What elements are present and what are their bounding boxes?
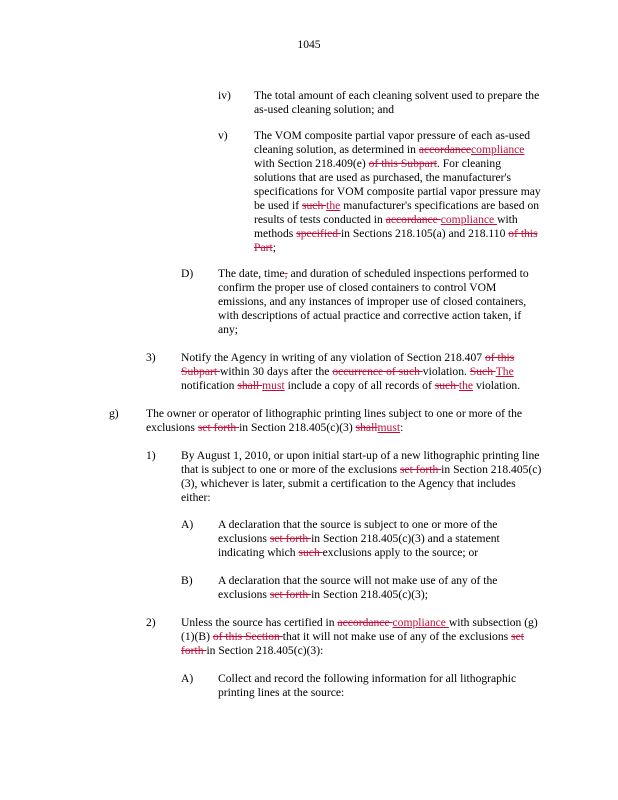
text-run: in Section 218.405(c)(3) and a statement indicating which [218,532,500,559]
deleted-text: of this Subpart [181,351,515,378]
item-label: 2) [146,616,156,629]
item-text [181,351,544,393]
deleted-text: shall [355,421,378,434]
deleted-text: shall [237,379,263,392]
deleted-text: such [298,546,323,559]
item-label: A) [181,518,194,531]
deleted-text: set forth [399,463,442,476]
item-text [146,407,544,435]
deleted-text: such [301,199,327,212]
text-run: violation. [422,365,470,378]
item-label: 3) [146,351,156,364]
deleted-text: set forth [269,532,312,545]
text-run: with Section 218.409(e) [254,157,369,170]
inserted-text: compliance [471,143,525,156]
inserted-text: compliance [392,616,449,629]
inserted-text: must [262,379,285,392]
item-label: v) [218,129,228,142]
deleted-text: set forth [269,588,312,601]
text-run: . For cleaning solutions that are used as purchased, the manufacturer's specifications for VOM composite partial vapor pressure may be used if [254,157,541,212]
text-run: in Section 218.405(c)(3): [206,644,324,657]
item-label: iv) [218,89,231,102]
text-run: with methods [254,213,518,240]
item-text [254,129,544,255]
inserted-text: must [377,421,401,434]
inserted-text: the [458,379,474,392]
text-run: and duration of scheduled inspections performed to confirm the proper use of closed containers to control VOM emissions, and any instances of improper use of closed containers, with descriptions of actual practice and corrective action taken, if any; [218,267,529,336]
item-label: D) [181,267,194,280]
text-run: in Sections 218.105(a) and 218.110 [340,227,509,240]
inserted-text: The [495,365,514,378]
text-run: within 30 days after the [219,365,333,378]
inserted-text: compliance [440,213,498,226]
item-text [218,574,518,602]
text-run: The VOM composite partial vapor pressure of each as-used cleaning solution, as determined in [254,129,531,156]
item-text [218,267,544,337]
text-run: Unless the source has certified in [181,616,338,629]
text-run: The date, time [218,267,285,280]
text-run: in Section 218.405(c)(3); [311,588,428,601]
deleted-text: of this Part [254,227,538,254]
text-run: A declaration that the source is subject to one or more of the exclusions [218,518,498,545]
item-text [181,449,544,505]
text-run: : [400,421,404,434]
text-run: in Section 218.405(c)(3), whichever is later, submit a certification to the Agency that includes either: [181,463,542,504]
text-run: in Section 218.405(c)(3) [239,421,356,434]
text-run: A declaration that the source will not make use of any of the exclusions [218,574,498,601]
item-label: g) [109,407,119,420]
deleted-text: accordance [385,213,441,226]
inserted-text: the [326,199,341,212]
text-run: ; [272,241,276,254]
deleted-text: , [284,267,288,280]
deleted-text: occurrence of such [332,365,423,378]
item-text [254,89,544,117]
text-run: By August 1, 2010, or upon initial start-up of a new lithographic printing line that is subject to one or more of the exclusions [181,449,540,476]
text-run: that it will not make use of any of the exclusions [282,630,512,643]
text-run: The owner or operator of lithographic printing lines subject to one or more of the exclusions [146,407,523,434]
deleted-text: of this Section [212,630,283,643]
text-run: Collect and record the following information for all lithographic printing lines at the source: [218,672,517,699]
text-run: exclusions apply to the source; or [322,546,479,559]
text-run: include a copy of all records of [284,379,435,392]
item-text [218,518,518,560]
deleted-text: accordance [337,616,393,629]
item-label: A) [181,672,194,685]
text-run: The total amount of each cleaning solvent used to prepare the as-used cleaning solution; and [254,89,540,116]
item-label: B) [181,574,193,587]
deleted-text: accordance [418,143,471,156]
item-text [181,616,544,658]
deleted-text: of this Subpart [368,157,437,170]
text-run: manufacturer's specifications are based on results of tests conducted in [254,199,540,226]
deleted-text: specified [296,227,341,240]
text-run: notification [181,379,238,392]
deleted-text: such [434,379,459,392]
deleted-text: set forth [197,421,240,434]
deleted-text: Such [469,365,496,378]
text-run: with subsection (g)(1)(B) [181,616,538,643]
item-label: 1) [146,449,156,462]
item-text [218,672,538,700]
deleted-text: set forth [181,630,524,657]
text-run: Notify the Agency in writing of any violation of Section 218.407 [181,351,485,364]
page-number: 1045 [297,38,321,51]
text-run: violation. [473,379,521,392]
